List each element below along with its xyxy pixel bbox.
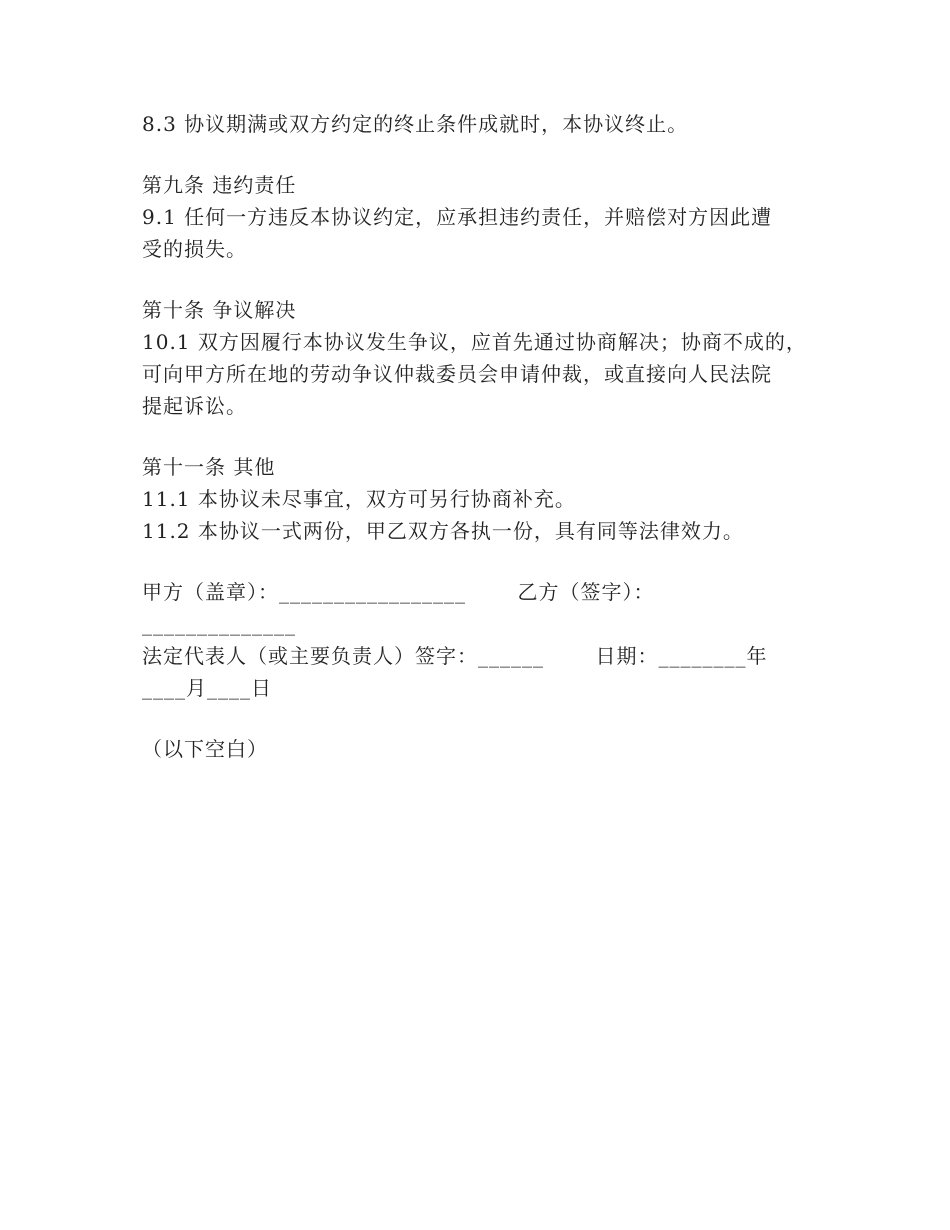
- spacer: [142, 265, 842, 294]
- clause-10-heading: 第十条 争议解决: [142, 298, 297, 322]
- spacer: [142, 547, 842, 576]
- clause-10-1-line-1: 10.1 双方因履行本协议发生争议，应首先通过协商解决；协商不成的，: [142, 330, 807, 354]
- signature-representative-date: 法定代表人（或主要负责人）签字：______ 日期：________年: [142, 644, 768, 668]
- clause-11-2: 11.2 本协议一式两份，甲乙双方各执一份，具有同等法律效力。: [142, 519, 744, 543]
- clause-11-heading: 第十一条 其他: [142, 455, 276, 479]
- clause-10-1-line-3: 提起诉讼。: [142, 394, 247, 418]
- clause-9-1-line-2: 受的损失。: [142, 237, 247, 261]
- signature-party-lines: 甲方（盖章）：_________________ 乙方（签字）：: [142, 580, 655, 604]
- signature-date-month-day: ____月____日: [142, 676, 272, 700]
- clause-8-3: 8.3 协议期满或双方约定的终止条件成就时，本协议终止。: [142, 112, 689, 136]
- agreement-body: [142, 108, 842, 765]
- spacer: [142, 422, 842, 451]
- spacer: [142, 704, 842, 733]
- clause-10-1-line-2: 可向甲方所在地的劳动争议仲裁委员会申请仲裁，或直接向人民法院: [142, 362, 772, 386]
- signature-party-b-blank: ______________: [142, 612, 296, 636]
- clause-9-1-line-1: 9.1 任何一方违反本协议约定，应承担违约责任，并赔偿对方因此遭: [142, 205, 773, 229]
- blank-below-note: （以下空白）: [142, 737, 268, 761]
- clause-9-heading: 第九条 违约责任: [142, 173, 297, 197]
- clause-11-1: 11.1 本协议未尽事宜，双方可另行协商补充。: [142, 487, 576, 511]
- spacer: [142, 140, 842, 169]
